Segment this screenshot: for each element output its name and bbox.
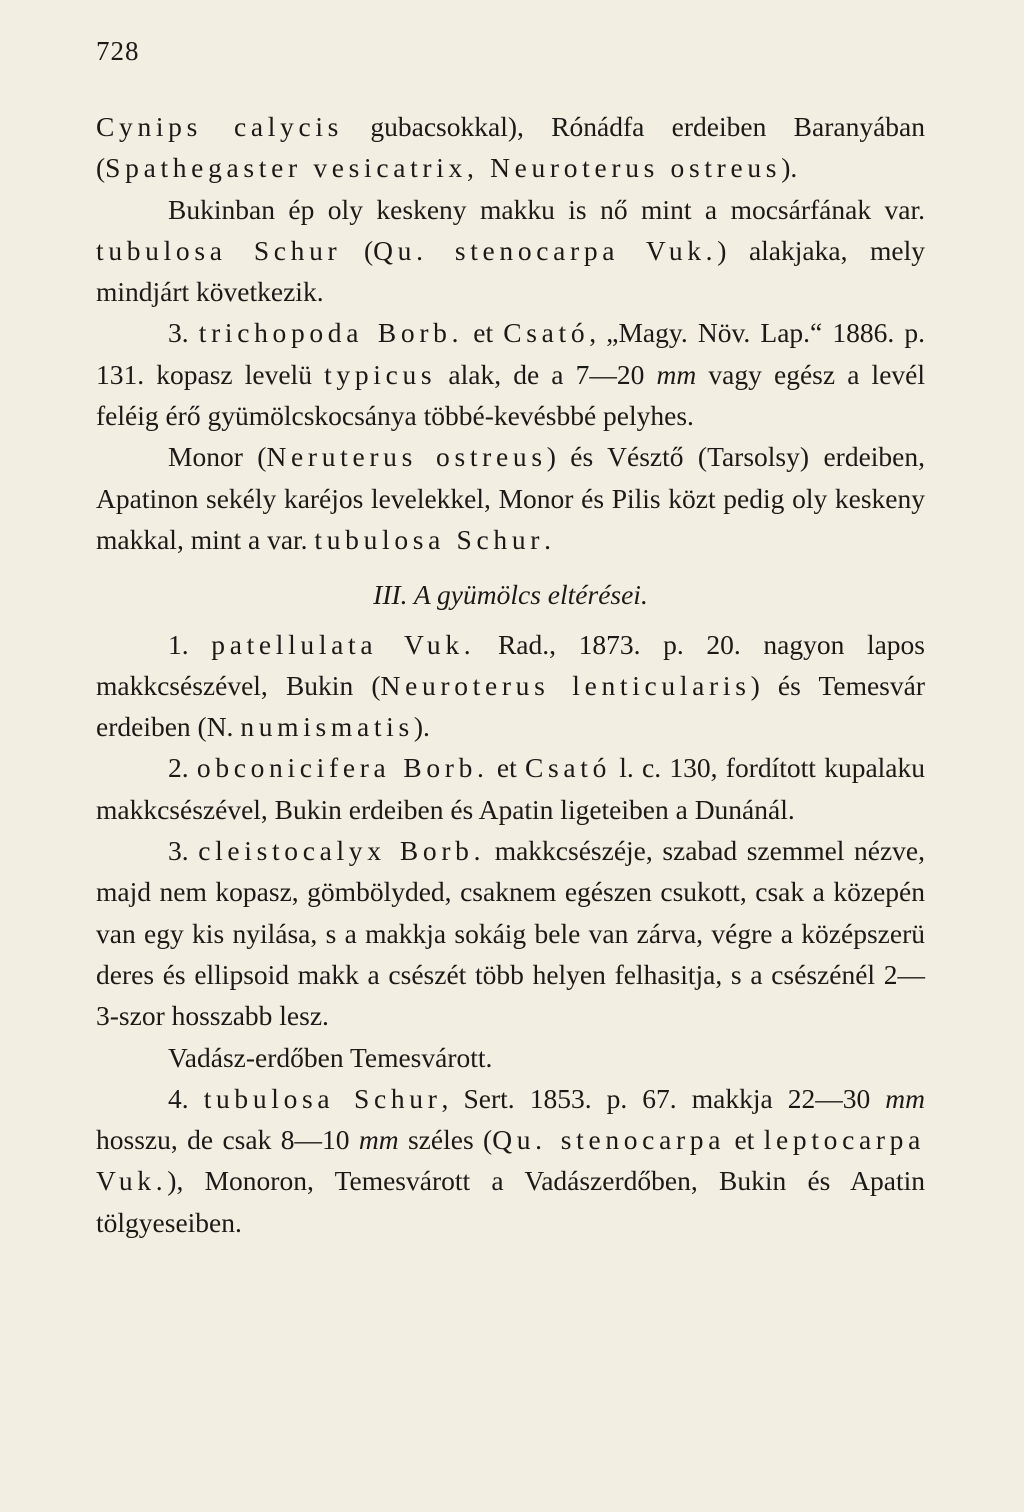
paragraph-3 <box>96 312 925 436</box>
species-name: tubulosa Schur <box>314 523 545 555</box>
paragraph-text: vagy egész a levél feléig érő gyümölcskocsánya többé-kevésbbé pelyhes. <box>96 358 925 432</box>
paragraph-text: ), Monoron, Temesvárott a Vadászerdőben, Bukin és Apatin tölgyeseiben. <box>96 1165 925 1238</box>
paragraph-6 <box>96 747 925 830</box>
paragraph-text: alak, de a 7—20 <box>436 358 657 390</box>
species-name: numismatis <box>240 711 414 743</box>
paragraph-text: ) és Temesvár erdeiben (N. <box>96 669 925 743</box>
paragraph-text: hosszu, de csak 8—10 <box>96 1124 359 1156</box>
paragraph-text: ( <box>341 234 374 266</box>
paragraph-text: gubacsokkal), Rónádfa erdeiben Baranyában ( <box>96 111 925 184</box>
paragraph-4 <box>96 436 925 560</box>
paragraph-text: 1. <box>168 628 212 660</box>
paragraph-text: l. c. 130, fordított kupalaku makkcsészével, Bukin erdeiben és Apatin ligeteiben a Dunánál. <box>96 752 925 825</box>
species-name: tubulosa Schur <box>96 234 342 266</box>
paragraph-text: 4. <box>168 1082 204 1114</box>
author-name: Csató <box>503 317 590 349</box>
paragraph-2 <box>96 189 925 313</box>
body-text <box>96 106 925 1243</box>
paragraph-text: et <box>725 1124 764 1156</box>
species-name: Spathegaster vesicatrix, Neuroterus ostreus <box>105 152 782 184</box>
unit-text: mm <box>656 358 697 390</box>
paragraph-1 <box>96 106 925 189</box>
paragraph-text: ). <box>413 711 430 743</box>
species-name: Neuroterus lenticularis <box>380 669 751 701</box>
page-number: 728 <box>96 36 140 66</box>
paragraph-9 <box>96 1078 925 1243</box>
paragraph-7 <box>96 830 925 1036</box>
paragraph-text: ) alakjaka, mely mindjárt következik. <box>96 234 925 308</box>
species-name: patellulata Vuk. <box>211 628 476 660</box>
section-heading: III. A gyümölcs eltérései. <box>373 579 648 611</box>
paragraph-8: Vadász-erdőben Temesvárott. <box>168 1041 493 1073</box>
paragraph-text: . <box>544 523 551 555</box>
paragraph-text: Bukinban ép oly keskeny makku is nő mint a mocsárfának var. <box>168 193 925 225</box>
paragraph-text: széles ( <box>398 1124 493 1156</box>
unit-text: mm <box>885 1082 926 1114</box>
paragraph-5 <box>96 624 925 748</box>
paragraph-text: et <box>463 317 504 349</box>
species-name: Qu. stenocarpa <box>492 1124 726 1156</box>
species-name: Neruterus ostreus <box>266 441 547 473</box>
paragraph-text: Rad., 1873. p. 20. nagyon lapos makkcsészével, Bukin ( <box>96 628 926 701</box>
paragraph-text: ) és Vésztő (Tarsolsy) erdeiben, Apatinon sekély karéjos levelekkel, Monor és Pilis közt pedig oly keskeny makkal, mint a var. <box>96 441 925 555</box>
species-name: trichopoda Borb. <box>198 317 464 349</box>
species-name: tubulosa Schur <box>203 1082 442 1114</box>
species-name: Qu. stenocarpa Vuk. <box>373 234 718 266</box>
paragraph-text: 2. <box>168 752 197 784</box>
paragraph-text: , „Magy. Növ. Lap.“ 1886. p. 131. kopasz levelü <box>96 317 925 390</box>
species-name: Cynips calycis <box>96 111 344 142</box>
author-name: Csató <box>525 752 612 784</box>
species-name: obconicifera Borb. <box>196 752 489 784</box>
paragraph-text: 3. <box>168 835 199 867</box>
paragraph-text: , Sert. 1853. p. 67. makkja 22—30 <box>441 1082 886 1114</box>
paragraph-text: 3. <box>168 317 199 349</box>
paragraph-text: Monor ( <box>168 441 267 473</box>
species-name: cleistocalyx Borb. <box>198 835 486 867</box>
paragraph-text: et <box>488 752 525 784</box>
species-name: leptocarpa Vuk. <box>96 1124 925 1197</box>
paragraph-text: ). <box>781 152 798 184</box>
species-name: typicus <box>324 358 437 390</box>
paragraph-text: makkcsészéje, szabad szemmel nézve, majd nem kopasz, gömbölyded, csaknem egészen csukott, csak a közepén van egy kis nyilása, s a makkja sokáig bele van zárva, végre a középszerü deres és ellipsoid makk a csészét több helyen felhasitja, s a csészénél 2—3-szor hosszabb lesz. <box>96 835 925 1032</box>
unit-text: mm <box>358 1124 399 1156</box>
